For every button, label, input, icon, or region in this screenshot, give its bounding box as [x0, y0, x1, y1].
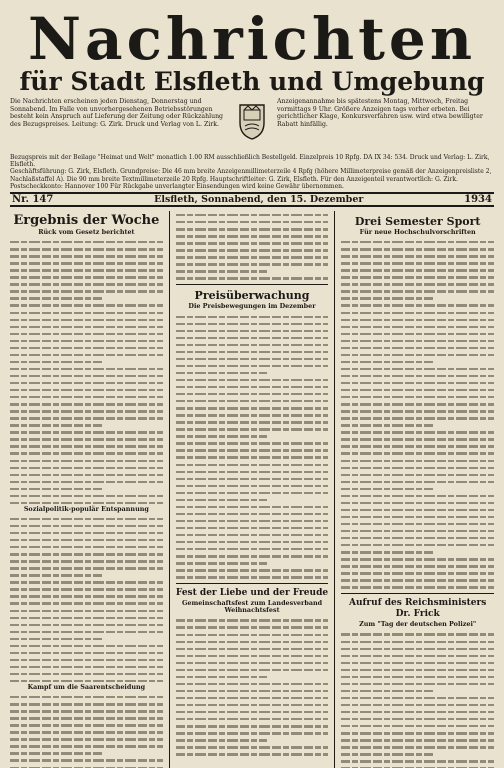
text-line — [176, 246, 329, 253]
text-line — [10, 407, 163, 414]
text-line — [176, 573, 329, 580]
text-line — [176, 211, 329, 218]
text-line — [341, 266, 494, 273]
text-line — [10, 592, 163, 599]
text-line — [341, 287, 494, 294]
text-line — [341, 358, 494, 365]
text-line — [341, 680, 494, 687]
text-line — [176, 510, 329, 517]
text-line — [10, 316, 163, 323]
text-line — [10, 379, 163, 386]
article-divider — [176, 284, 329, 285]
text-line — [176, 722, 329, 729]
text-line — [341, 708, 494, 715]
text-line — [341, 245, 494, 252]
text-line — [10, 522, 163, 529]
text-line — [176, 482, 329, 489]
text-line — [10, 294, 163, 301]
text-line — [176, 673, 329, 680]
text-line — [10, 515, 163, 522]
text-line — [10, 599, 163, 606]
text-line — [10, 557, 163, 564]
text-line — [341, 764, 494, 768]
text-line — [10, 421, 163, 428]
advertising-notice — [269, 98, 494, 128]
text-line — [341, 252, 494, 259]
text-line — [341, 442, 494, 449]
text-line — [10, 693, 163, 700]
text-line — [341, 238, 494, 245]
text-line — [341, 715, 494, 722]
text-line — [341, 421, 494, 428]
article-headline: Fest der Liebe und der Freude — [175, 588, 329, 599]
text-line — [176, 218, 329, 225]
coat-of-arms-icon — [235, 100, 269, 142]
article-headline: Ergebnis der Woche — [13, 213, 160, 229]
text-line — [341, 323, 494, 330]
text-line — [10, 649, 163, 656]
text-line — [341, 337, 494, 344]
text-line — [176, 383, 329, 390]
subscription-info-line: Geschäftsführung: G. Zirk, Elsfleth. Grundpreise: Die 46 mm breite Anzeigenmillimeterzeile 4 Rpfg (höhere Millimeterpreise gemäß der Anzeigenpreisliste 2, Nachlaßstaffel A). Die 90 mm breite Textmillimeterzeile 20 Rpfg. Hauptschriftleiter: G. Zirk, Elsfleth. Für den Anzeigenteil verantwortlich: G. Zirk. — [10, 168, 492, 183]
text-line — [10, 749, 163, 756]
text-line — [10, 700, 163, 707]
text-line — [341, 372, 494, 379]
masthead-title: Nachrichten — [27, 5, 477, 73]
text-line — [176, 715, 329, 722]
text-line — [10, 578, 163, 585]
text-line — [341, 548, 494, 555]
publication-notice-text: Die Nachrichten erscheinen jeden Dienstag, Donnerstag und Sonnabend. Im Falle von unvorhergesehenen Betriebsstörungen besteht kein Anspruch auf Lieferung der Zeitung oder Rückzahlung des Bezugspreises. Leitung: G. Zirk. Druck und Verlag von L. Zirk. — [10, 98, 224, 128]
text-line — [341, 393, 494, 400]
issue-year: 1934 — [464, 194, 492, 206]
text-line — [10, 393, 163, 400]
text-line — [10, 337, 163, 344]
text-line — [341, 701, 494, 708]
text-line — [341, 666, 494, 673]
text-line — [341, 750, 494, 757]
article-subhead: Gemeinschaftsfest zum Landesverband Weihnachtsfest — [181, 599, 323, 615]
text-line — [341, 555, 494, 562]
text-line — [341, 435, 494, 442]
issue-number: Nr. 147 — [12, 194, 54, 206]
masthead-subtitle: für Stadt Elsfleth und Umgebung — [19, 67, 485, 96]
text-line — [176, 267, 329, 274]
text-line — [341, 645, 494, 652]
text-line — [176, 418, 329, 425]
text-line — [176, 260, 329, 267]
text-line — [176, 708, 329, 715]
article-columns — [10, 211, 494, 768]
text-line — [341, 534, 494, 541]
text-line — [341, 280, 494, 287]
advertising-notice-text: Anzeigenannahme bis spätestens Montag, Mittwoch, Freitag vormittags 9 Uhr. Größere Anzeigen tags vorher erbeten. Bei gerichtlicher Klage, Konkursverfahren usw. wird etwa bewilligter Rabatt hinfällig. — [277, 98, 483, 128]
text-line — [176, 239, 329, 246]
text-line — [341, 729, 494, 736]
text-line — [10, 372, 163, 379]
text-line — [341, 365, 494, 372]
text-line — [10, 656, 163, 663]
text-line — [176, 327, 329, 334]
article-subhead: Für neue Hochschulvorschriften — [359, 228, 476, 237]
text-line — [176, 631, 329, 638]
text-line — [10, 464, 163, 471]
column-divider — [169, 211, 170, 768]
text-line — [176, 687, 329, 694]
text-line — [176, 432, 329, 439]
text-line — [176, 750, 329, 757]
text-line — [10, 330, 163, 337]
text-line — [341, 743, 494, 750]
text-line — [176, 411, 329, 418]
text-line — [341, 457, 494, 464]
text-line — [10, 414, 163, 421]
article-section-head: Kampf um die Saarentscheidung — [27, 683, 146, 692]
article-body — [176, 616, 329, 757]
text-line — [341, 569, 494, 576]
text-line — [10, 499, 163, 506]
article-divider — [341, 593, 494, 594]
publication-notice — [10, 98, 235, 128]
subscription-info — [10, 154, 494, 190]
column-divider — [334, 211, 335, 768]
article-divider — [176, 583, 329, 584]
text-line — [341, 638, 494, 645]
text-line — [176, 538, 329, 545]
text-line — [176, 348, 329, 355]
article-body — [10, 238, 163, 506]
text-line — [341, 428, 494, 435]
text-line — [176, 397, 329, 404]
text-line — [176, 566, 329, 573]
article-body — [176, 211, 329, 281]
text-line — [10, 238, 163, 245]
article-section-head: Sozialpolitik-populär Entspannung — [23, 504, 149, 513]
article-body — [10, 515, 163, 684]
text-line — [341, 722, 494, 729]
text-line — [176, 334, 329, 341]
text-line — [176, 736, 329, 743]
text-line — [10, 485, 163, 492]
text-line — [176, 545, 329, 552]
text-line — [176, 446, 329, 453]
text-line — [176, 503, 329, 510]
text-line — [10, 714, 163, 721]
text-line — [176, 531, 329, 538]
text-line — [176, 559, 329, 566]
text-line — [176, 475, 329, 482]
text-line — [341, 576, 494, 583]
text-line — [176, 341, 329, 348]
text-line — [341, 273, 494, 280]
column-right — [341, 211, 494, 768]
text-line — [341, 301, 494, 308]
text-line — [341, 344, 494, 351]
text-line — [341, 471, 494, 478]
text-line — [10, 386, 163, 393]
article-subhead: Die Preisbewegungen im Dezember — [188, 302, 316, 311]
text-line — [341, 659, 494, 666]
subscription-info-line: Bezugspreis mit der Beilage "Heimat und Welt" monatlich 1.00 RM ausschließlich Bestellgeld. Einzelpreis 10 Rpfg. DA IX 34: 534. Druck und Verlag: L. Zirk, Elsfleth. — [10, 154, 490, 169]
text-line — [10, 571, 163, 578]
text-line — [176, 517, 329, 524]
text-line — [176, 666, 329, 673]
text-line — [176, 496, 329, 503]
text-line — [10, 492, 163, 499]
article-subhead: Zum "Tag der deutschen Polizei" — [359, 620, 477, 629]
text-line — [176, 274, 329, 281]
text-line — [10, 628, 163, 635]
text-line — [176, 253, 329, 260]
text-line — [176, 320, 329, 327]
article-headline: Aufruf des Reichsministers Dr. Frick — [349, 598, 487, 620]
text-line — [176, 225, 329, 232]
text-line — [10, 663, 163, 670]
text-line — [10, 449, 163, 456]
text-line — [341, 309, 494, 316]
text-line — [341, 351, 494, 358]
text-line — [341, 379, 494, 386]
text-line — [10, 677, 163, 684]
text-line — [10, 259, 163, 266]
text-line — [176, 439, 329, 446]
text-line — [176, 425, 329, 432]
text-line — [341, 294, 494, 301]
text-line — [176, 701, 329, 708]
text-line — [10, 764, 163, 768]
text-line — [10, 273, 163, 280]
text-line — [10, 642, 163, 649]
text-line — [176, 616, 329, 623]
text-line — [341, 694, 494, 701]
text-line — [10, 529, 163, 536]
text-line — [341, 407, 494, 414]
text-line — [10, 735, 163, 742]
text-line — [10, 280, 163, 287]
text-line — [176, 680, 329, 687]
text-line — [176, 524, 329, 531]
article-subhead: Rück vom Gesetz berichtet — [38, 228, 135, 237]
text-line — [176, 390, 329, 397]
article-headline: Drei Semester Sport — [354, 215, 481, 229]
text-line — [341, 736, 494, 743]
text-line — [10, 252, 163, 259]
text-line — [10, 536, 163, 543]
subscription-info-line: Postscheckkonto: Hannover 100 Für Rückgabe unverlangter Einsendungen wird keine Gewähr übernommen. — [10, 182, 344, 190]
article-body — [341, 238, 494, 590]
text-line — [341, 485, 494, 492]
issue-bar — [10, 192, 494, 207]
text-line — [341, 386, 494, 393]
text-line — [10, 471, 163, 478]
text-line — [10, 756, 163, 763]
text-line — [341, 330, 494, 337]
text-line — [10, 344, 163, 351]
text-line — [10, 428, 163, 435]
text-line — [176, 645, 329, 652]
text-line — [10, 287, 163, 294]
text-line — [176, 623, 329, 630]
text-line — [10, 585, 163, 592]
text-line — [176, 729, 329, 736]
text-line — [10, 543, 163, 550]
text-line — [341, 562, 494, 569]
text-line — [341, 513, 494, 520]
text-line — [176, 552, 329, 559]
text-line — [341, 687, 494, 694]
text-line — [10, 365, 163, 372]
text-line — [176, 652, 329, 659]
text-line — [10, 245, 163, 252]
text-line — [10, 635, 163, 642]
article-body — [341, 630, 494, 768]
text-line — [176, 232, 329, 239]
text-line — [10, 564, 163, 571]
text-line — [10, 621, 163, 628]
text-line — [10, 478, 163, 485]
text-line — [341, 757, 494, 764]
text-line — [341, 400, 494, 407]
text-line — [176, 638, 329, 645]
text-line — [341, 520, 494, 527]
text-line — [341, 449, 494, 456]
text-line — [341, 673, 494, 680]
text-line — [10, 301, 163, 308]
column-middle — [176, 211, 329, 768]
text-line — [176, 369, 329, 376]
text-line — [10, 721, 163, 728]
text-line — [10, 607, 163, 614]
text-line — [10, 728, 163, 735]
text-line — [10, 351, 163, 358]
text-line — [10, 550, 163, 557]
text-line — [176, 694, 329, 701]
text-line — [341, 316, 494, 323]
text-line — [176, 376, 329, 383]
article-body — [176, 313, 329, 581]
text-line — [10, 442, 163, 449]
text-line — [176, 461, 329, 468]
text-line — [176, 313, 329, 320]
text-line — [10, 400, 163, 407]
text-line — [341, 583, 494, 590]
text-line — [10, 457, 163, 464]
text-line — [341, 499, 494, 506]
text-line — [341, 527, 494, 534]
text-line — [10, 323, 163, 330]
text-line — [176, 355, 329, 362]
text-line — [341, 492, 494, 499]
issue-place-date: Elsfleth, Sonnabend, den 15. Dezember — [154, 194, 364, 206]
text-line — [10, 742, 163, 749]
text-line — [10, 435, 163, 442]
text-line — [10, 266, 163, 273]
text-line — [176, 468, 329, 475]
text-line — [176, 659, 329, 666]
text-line — [341, 464, 494, 471]
text-line — [176, 362, 329, 369]
text-line — [10, 670, 163, 677]
text-line — [341, 506, 494, 513]
column-left — [10, 211, 163, 768]
text-line — [176, 489, 329, 496]
text-line — [341, 630, 494, 637]
text-line — [176, 404, 329, 411]
text-line — [10, 707, 163, 714]
text-line — [10, 309, 163, 316]
article-headline: Preisüberwachung — [194, 289, 310, 303]
text-line — [341, 652, 494, 659]
text-line — [341, 478, 494, 485]
text-line — [10, 358, 163, 365]
text-line — [341, 414, 494, 421]
article-body — [10, 693, 163, 768]
text-line — [341, 541, 494, 548]
text-line — [176, 743, 329, 750]
text-line — [176, 453, 329, 460]
text-line — [341, 259, 494, 266]
text-line — [10, 614, 163, 621]
